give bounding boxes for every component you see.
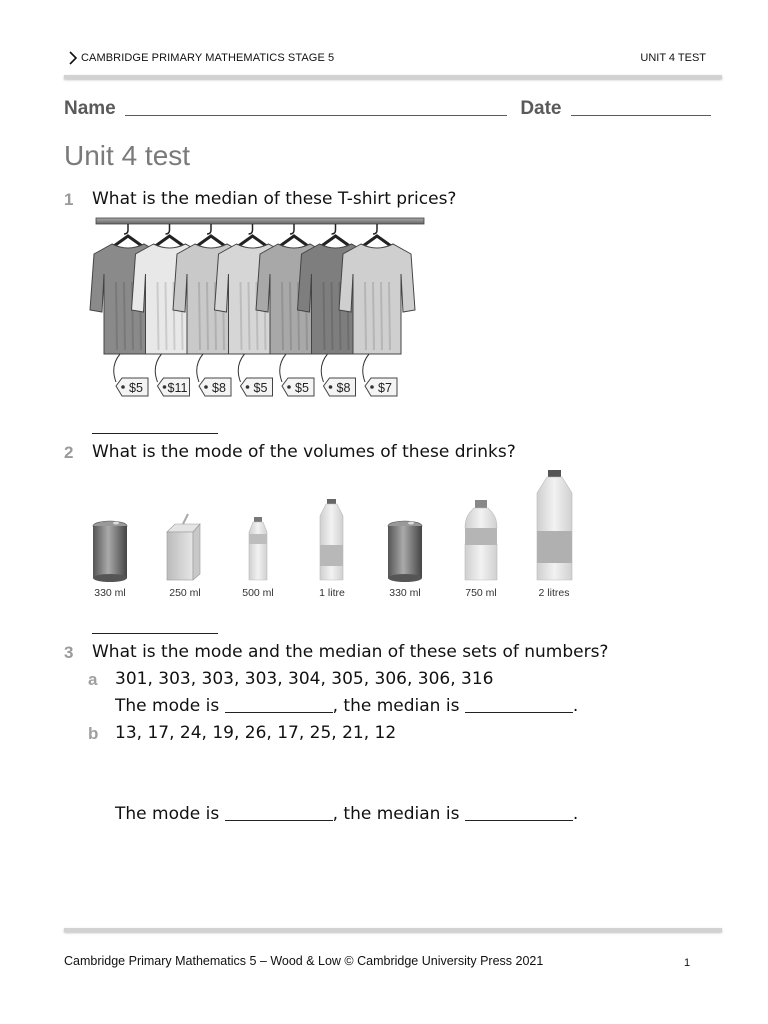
drink-volume-label-2: 250 ml xyxy=(169,587,201,599)
mode-prefix: The mode is xyxy=(115,696,220,716)
question-3b-answer-row xyxy=(115,804,578,824)
question-1-answer-line[interactable] xyxy=(92,433,218,434)
median-prefix: , the median is xyxy=(332,804,460,824)
question-1-text: What is the median of these T-shirt prices? xyxy=(92,189,457,209)
question-3a-mode-blank[interactable] xyxy=(225,698,333,713)
price-tag-6: $8 xyxy=(336,381,351,395)
mode-prefix: The mode is xyxy=(115,804,220,824)
header-course-title: CAMBRIDGE PRIMARY MATHEMATICS STAGE 5 xyxy=(81,52,335,64)
question-3b-letter: b xyxy=(88,724,99,743)
price-tag-4: $5 xyxy=(253,381,268,395)
question-2-text: What is the mode of the volumes of these drinks? xyxy=(92,442,516,462)
drinks-illustration xyxy=(85,466,585,606)
drink-carton xyxy=(167,514,200,580)
question-3a-answer-row xyxy=(115,696,578,716)
page-number: 1 xyxy=(684,957,691,969)
tshirts-illustration xyxy=(88,212,448,407)
drink-volume-label-6: 750 ml xyxy=(465,587,497,599)
price-tag-3: $8 xyxy=(212,381,226,395)
question-2-answer-line[interactable] xyxy=(92,633,218,634)
drink-bottle-500ml xyxy=(249,517,267,580)
period: . xyxy=(572,804,579,824)
footer-rule xyxy=(64,928,722,932)
drink-can-2 xyxy=(388,521,422,582)
drink-bottle-1-litre xyxy=(320,499,343,580)
name-label: Name xyxy=(64,98,116,119)
question-3b-mode-blank[interactable] xyxy=(225,806,333,821)
question-3b-median-blank[interactable] xyxy=(465,806,573,821)
price-tag-5: $5 xyxy=(295,381,309,395)
drink-volume-label-5: 330 ml xyxy=(389,587,421,599)
question-3a-median-blank[interactable] xyxy=(465,698,573,713)
question-3a-letter: a xyxy=(88,670,98,689)
drink-bottle-750ml xyxy=(465,500,497,580)
question-3-number: 3 xyxy=(64,643,74,662)
price-tag-1: $5 xyxy=(129,381,143,395)
question-3b-numbers: 13, 17, 24, 19, 26, 17, 25, 21, 12 xyxy=(115,723,397,743)
date-label: Date xyxy=(520,98,562,119)
question-3a-numbers: 301, 303, 303, 303, 304, 305, 306, 306, 316 xyxy=(115,669,494,689)
drink-can-1 xyxy=(93,521,127,582)
chevron-right-icon xyxy=(68,51,78,65)
price-tag-7: $7 xyxy=(378,381,392,395)
drink-volume-label-1: 330 ml xyxy=(94,587,126,599)
period: . xyxy=(572,696,579,716)
clothes-rail xyxy=(96,218,424,224)
footer-copyright: Cambridge Primary Mathematics 5 – Wood & Low © Cambridge University Press 2021 xyxy=(64,954,544,968)
drink-volume-label-3: 500 ml xyxy=(242,587,274,599)
question-2-number: 2 xyxy=(64,443,74,462)
name-blank[interactable] xyxy=(125,99,507,116)
page-title: Unit 4 test xyxy=(64,140,191,171)
drink-bottle-2-litres xyxy=(537,470,572,580)
header-rule xyxy=(64,75,722,79)
name-date-line xyxy=(64,98,711,120)
tshirt-7 xyxy=(336,224,415,396)
question-1-number: 1 xyxy=(64,190,74,209)
date-blank[interactable] xyxy=(571,99,711,116)
header-unit-label: UNIT 4 TEST xyxy=(640,52,706,64)
question-3-text: What is the mode and the median of these sets of numbers? xyxy=(92,642,609,662)
median-prefix: , the median is xyxy=(332,696,460,716)
price-tag-2: $11 xyxy=(167,381,188,395)
drink-volume-label-7: 2 litres xyxy=(538,587,570,599)
running-header-left xyxy=(68,51,334,65)
drink-volume-label-4: 1 litre xyxy=(319,587,345,599)
